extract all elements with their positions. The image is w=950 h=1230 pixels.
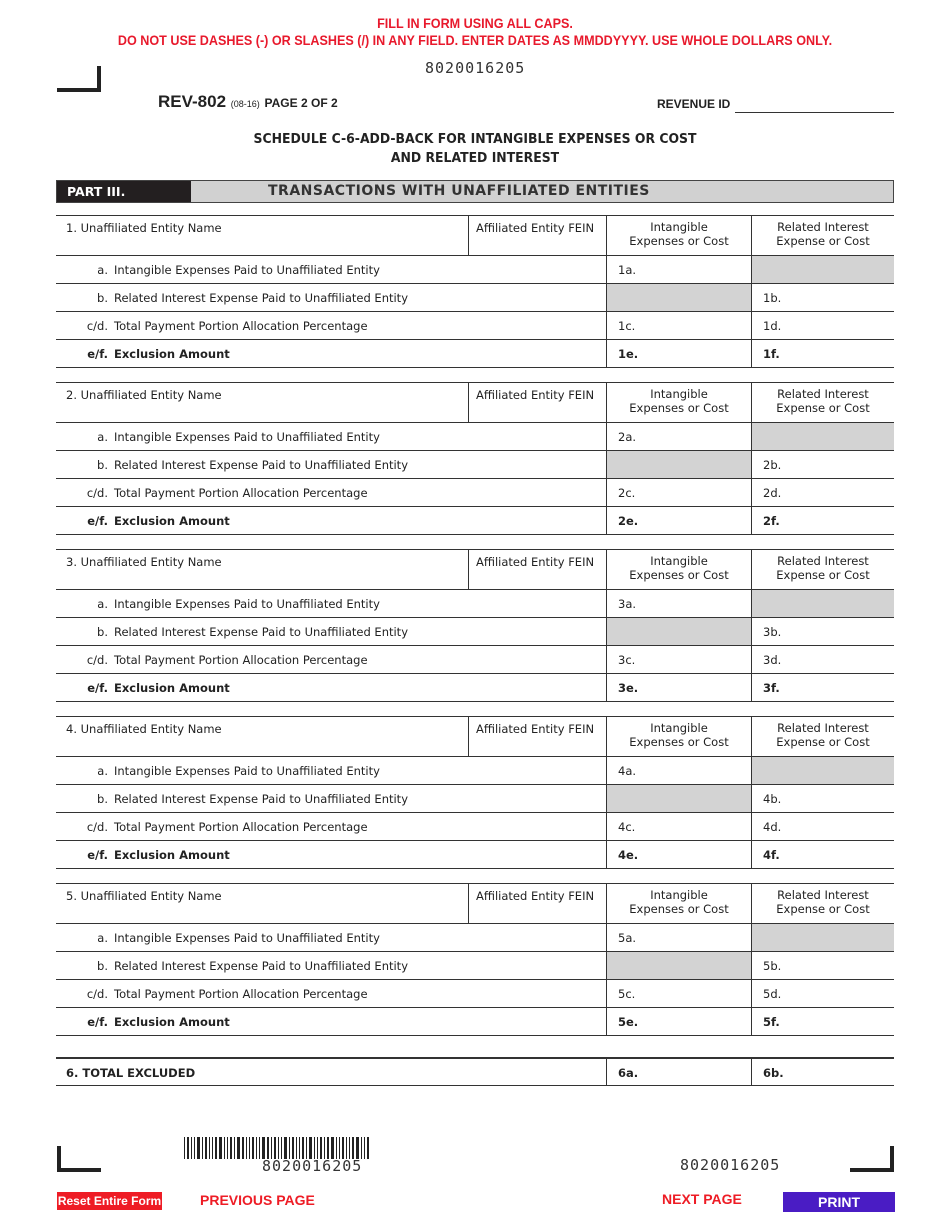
barcode-bar (267, 1137, 269, 1159)
barcode-bar (212, 1137, 213, 1159)
row-letter: c/d. (86, 319, 108, 333)
barcode-bar (202, 1137, 203, 1159)
col-related-l2: Expense or Cost (776, 234, 870, 248)
barcode-bar (324, 1137, 325, 1159)
entity-header-row (56, 382, 894, 423)
col-intangible-l2: Expenses or Cost (629, 568, 729, 582)
col-related-header (751, 383, 894, 422)
row-letter: a. (97, 430, 108, 444)
corner-mark-top-left (57, 66, 101, 92)
intangible-amount-field (606, 785, 751, 812)
part-label: PART III. (57, 181, 191, 202)
barcode-bar (320, 1137, 322, 1159)
barcode-bar (331, 1137, 334, 1159)
document-number-bottom: 8020016205 (680, 1156, 781, 1174)
entity-name-field[interactable]: 2. Unaffiliated Entity Name (56, 383, 469, 422)
row-text: Intangible Expenses Paid to Unaffiliated Entity (114, 263, 380, 277)
table-row (56, 256, 894, 284)
intangible-amount-field[interactable]: 2a. (606, 423, 751, 450)
row-description (56, 423, 606, 450)
entity-name-field[interactable]: 1. Unaffiliated Entity Name (56, 216, 469, 255)
barcode-bar (256, 1137, 257, 1159)
row-description (56, 674, 606, 701)
row-letter: a. (97, 597, 108, 611)
corner-mark-bottom-right (850, 1146, 894, 1172)
fein-field[interactable]: Affiliated Entity FEIN (476, 388, 595, 402)
intangible-amount-field[interactable]: 2e. (606, 507, 751, 534)
entity-block (56, 883, 894, 1036)
barcode-bar (314, 1137, 315, 1159)
instruction-format: DO NOT USE DASHES (-) OR SLASHES (/) IN ANY FIELD. ENTER DATES AS MMDDYYYY. USE WHOLE DOLLARS ONLY. (117, 32, 833, 48)
related-interest-amount-field[interactable]: 1d. (751, 312, 894, 339)
reset-form-button[interactable]: Reset Entire Form (57, 1194, 162, 1208)
document-number-barcode: 8020016205 (262, 1157, 363, 1175)
related-interest-amount-field[interactable]: 1b. (751, 284, 894, 311)
col-intangible-header (606, 383, 751, 422)
previous-page-button[interactable]: PREVIOUS PAGE (200, 1192, 315, 1208)
barcode-bar (215, 1137, 217, 1159)
barcode-bar (302, 1137, 304, 1159)
related-interest-amount-field[interactable]: 3f. (751, 674, 894, 701)
col-intangible-l1: Intangible (650, 721, 708, 735)
row-text: Related Interest Expense Paid to Unaffiliated Entity (114, 458, 408, 472)
row-letter: a. (97, 931, 108, 945)
row-letter: a. (97, 263, 108, 277)
row-description (56, 952, 606, 979)
corner-mark-bottom-left (57, 1146, 101, 1172)
intangible-amount-field[interactable]: 5e. (606, 1008, 751, 1035)
fein-field[interactable]: Affiliated Entity FEIN (476, 555, 595, 569)
row-text: Related Interest Expense Paid to Unaffiliated Entity (114, 792, 408, 806)
intangible-amount-field[interactable]: 5c. (606, 980, 751, 1007)
barcode-bar (349, 1137, 350, 1159)
barcode-bar (259, 1137, 260, 1159)
row-text: Total Payment Portion Allocation Percentage (114, 820, 368, 834)
col-intangible-l2: Expenses or Cost (629, 735, 729, 749)
barcode-bar (274, 1137, 276, 1159)
barcode-bar (237, 1137, 240, 1159)
page-indicator: PAGE 2 OF 2 (264, 96, 338, 110)
entity-name-field[interactable]: 5. Unaffiliated Entity Name (56, 884, 469, 923)
row-text: Related Interest Expense Paid to Unaffiliated Entity (114, 959, 408, 973)
row-letter: b. (97, 959, 108, 973)
intangible-amount-field[interactable]: 2c. (606, 479, 751, 506)
row-text: Intangible Expenses Paid to Unaffiliated Entity (114, 430, 380, 444)
barcode-bar (224, 1137, 225, 1159)
field-6a[interactable]: 6a. (606, 1059, 751, 1085)
row-text: Exclusion Amount (114, 848, 230, 862)
part-header (56, 180, 894, 203)
col-intangible-l2: Expenses or Cost (629, 401, 729, 415)
col-intangible-l1: Intangible (650, 387, 708, 401)
col-related-l1: Related Interest (777, 721, 869, 735)
col-intangible-header (606, 717, 751, 756)
barcode-bar (187, 1137, 189, 1159)
row-text: Total Payment Portion Allocation Percentage (114, 987, 368, 1001)
row-description (56, 785, 606, 812)
related-interest-amount-field[interactable]: 2b. (751, 451, 894, 478)
row-description (56, 1008, 606, 1035)
table-row (56, 841, 894, 869)
table-row (56, 757, 894, 785)
print-button[interactable]: PRINT (783, 1192, 895, 1212)
row-letter: b. (97, 625, 108, 639)
row-description (56, 451, 606, 478)
barcode-bar (289, 1137, 290, 1159)
barcode-bar (262, 1137, 265, 1159)
barcode-bar (227, 1137, 228, 1159)
col-related-header (751, 717, 894, 756)
row-description (56, 479, 606, 506)
intangible-amount-field[interactable]: 4a. (606, 757, 751, 784)
table-row (56, 590, 894, 618)
intangible-amount-field[interactable]: 3c. (606, 646, 751, 673)
table-row (56, 674, 894, 702)
related-interest-amount-field[interactable]: 2f. (751, 507, 894, 534)
intangible-amount-field (606, 618, 751, 645)
row-text: Intangible Expenses Paid to Unaffiliated Entity (114, 931, 380, 945)
related-interest-amount-field[interactable]: 2d. (751, 479, 894, 506)
row-description (56, 507, 606, 534)
col-intangible-header (606, 884, 751, 923)
row-text: Intangible Expenses Paid to Unaffiliated Entity (114, 597, 380, 611)
col-related-header (751, 884, 894, 923)
row-letter: c/d. (86, 820, 108, 834)
form-number: REV-802 (158, 92, 227, 111)
row-description (56, 284, 606, 311)
row-letter: c/d. (86, 653, 108, 667)
barcode-bar (209, 1137, 210, 1159)
table-row (56, 507, 894, 535)
entity-name-field[interactable]: 4. Unaffiliated Entity Name (56, 717, 469, 756)
entity-block (56, 716, 894, 869)
document-number-top: 8020016205 (425, 59, 526, 77)
barcode-bar (271, 1137, 272, 1159)
barcode-bar (242, 1137, 244, 1159)
barcode (184, 1137, 448, 1159)
table-row (56, 1008, 894, 1036)
row-letter: e/f. (87, 1015, 108, 1029)
row-letter: b. (97, 458, 108, 472)
row-description (56, 924, 606, 951)
intangible-amount-field (606, 952, 751, 979)
row-description (56, 841, 606, 868)
fein-field[interactable]: Affiliated Entity FEIN (476, 889, 595, 903)
row-description (56, 646, 606, 673)
barcode-bar (342, 1137, 344, 1159)
row-text: Related Interest Expense Paid to Unaffiliated Entity (114, 625, 408, 639)
barcode-bar (317, 1137, 318, 1159)
related-interest-amount-field (751, 590, 894, 617)
row-text: Exclusion Amount (114, 1015, 230, 1029)
row-text: Total Payment Portion Allocation Percentage (114, 486, 368, 500)
intangible-amount-field[interactable]: 4e. (606, 841, 751, 868)
row-letter: e/f. (87, 514, 108, 528)
table-row (56, 952, 894, 980)
table-row (56, 785, 894, 813)
related-interest-amount-field (751, 924, 894, 951)
row-letter: a. (97, 764, 108, 778)
field-6b[interactable]: 6b. (751, 1059, 894, 1085)
schedule-title (38, 130, 912, 168)
barcode-bar (278, 1137, 279, 1159)
col-intangible-l2: Expenses or Cost (629, 234, 729, 248)
row-letter: e/f. (87, 347, 108, 361)
row-text: Exclusion Amount (114, 347, 230, 361)
table-row (56, 813, 894, 841)
related-interest-amount-field[interactable]: 4b. (751, 785, 894, 812)
intangible-amount-field[interactable]: 5a. (606, 924, 751, 951)
form-id (158, 92, 338, 112)
intangible-amount-field[interactable]: 1e. (606, 340, 751, 367)
barcode-bar (252, 1137, 254, 1159)
row-description (56, 340, 606, 367)
barcode-bar (356, 1137, 359, 1159)
entity-header-row (56, 716, 894, 757)
related-interest-amount-field[interactable]: 5b. (751, 952, 894, 979)
table-row (56, 284, 894, 312)
intangible-amount-field[interactable]: 4c. (606, 813, 751, 840)
related-interest-amount-field[interactable]: 4f. (751, 841, 894, 868)
entity-block (56, 215, 894, 368)
barcode-bar (191, 1137, 192, 1159)
related-interest-amount-field[interactable]: 4d. (751, 813, 894, 840)
related-interest-amount-field[interactable]: 1f. (751, 340, 894, 367)
col-intangible-l1: Intangible (650, 888, 708, 902)
intangible-amount-field[interactable]: 1c. (606, 312, 751, 339)
col-intangible-l1: Intangible (650, 220, 708, 234)
next-page-button[interactable]: NEXT PAGE (662, 1191, 742, 1207)
related-interest-amount-field[interactable]: 5f. (751, 1008, 894, 1035)
barcode-bar (246, 1137, 247, 1159)
entity-block (56, 549, 894, 702)
entity-header-row (56, 549, 894, 590)
col-intangible-l2: Expenses or Cost (629, 902, 729, 916)
entity-header-row (56, 215, 894, 256)
row-letter: b. (97, 291, 108, 305)
table-row (56, 646, 894, 674)
row-text: Exclusion Amount (114, 681, 230, 695)
related-interest-amount-field (751, 256, 894, 283)
barcode-bar (336, 1137, 337, 1159)
entity-header-row (56, 883, 894, 924)
part-title: TRANSACTIONS WITH UNAFFILIATED ENTITIES (191, 181, 893, 202)
row-description (56, 618, 606, 645)
entity-block (56, 382, 894, 535)
schedule-title-line1: SCHEDULE C-6-ADD-BACK FOR INTANGIBLE EXPENSES OR COST (253, 131, 697, 147)
row-description (56, 590, 606, 617)
col-related-header (751, 550, 894, 589)
barcode-bar (352, 1137, 354, 1159)
row-description (56, 813, 606, 840)
col-intangible-l1: Intangible (650, 554, 708, 568)
row-description (56, 757, 606, 784)
table-row (56, 312, 894, 340)
row-text: Total Payment Portion Allocation Percentage (114, 653, 368, 667)
col-related-l2: Expense or Cost (776, 902, 870, 916)
row-description (56, 312, 606, 339)
row-letter: c/d. (86, 486, 108, 500)
table-row (56, 618, 894, 646)
row-text: Exclusion Amount (114, 514, 230, 528)
barcode-bar (299, 1137, 300, 1159)
barcode-bar (296, 1137, 297, 1159)
total-excluded-label: 6. TOTAL EXCLUDED (66, 1066, 196, 1080)
table-row (56, 340, 894, 368)
barcode-bar (284, 1137, 287, 1159)
col-related-l2: Expense or Cost (776, 735, 870, 749)
row-letter: e/f. (87, 681, 108, 695)
barcode-bar (327, 1137, 329, 1159)
related-interest-amount-field[interactable]: 3d. (751, 646, 894, 673)
barcode-bar (306, 1137, 307, 1159)
related-interest-amount-field[interactable]: 5d. (751, 980, 894, 1007)
entity-name-field[interactable]: 3. Unaffiliated Entity Name (56, 550, 469, 589)
barcode-bar (364, 1137, 365, 1159)
instruction-caps: FILL IN FORM USING ALL CAPS. (377, 15, 573, 31)
barcode-bar (361, 1137, 362, 1159)
barcode-bar (367, 1137, 369, 1159)
barcode-bar (184, 1137, 185, 1159)
row-letter: e/f. (87, 848, 108, 862)
total-excluded-row (56, 1057, 894, 1085)
barcode-bar (234, 1137, 235, 1159)
table-row (56, 423, 894, 451)
barcode-bar (205, 1137, 207, 1159)
row-description (56, 980, 606, 1007)
intangible-amount-field[interactable]: 1a. (606, 256, 751, 283)
col-related-l1: Related Interest (777, 888, 869, 902)
barcode-bar (194, 1137, 195, 1159)
barcode-bar (219, 1137, 222, 1159)
col-related-l1: Related Interest (777, 387, 869, 401)
fein-field[interactable]: Affiliated Entity FEIN (476, 221, 595, 235)
intangible-amount-field[interactable]: 3a. (606, 590, 751, 617)
related-interest-amount-field[interactable]: 3b. (751, 618, 894, 645)
col-related-header (751, 216, 894, 255)
col-related-l1: Related Interest (777, 220, 869, 234)
barcode-bar (281, 1137, 282, 1159)
related-interest-amount-field (751, 757, 894, 784)
revenue-id-field[interactable] (735, 112, 894, 113)
related-interest-amount-field (751, 423, 894, 450)
row-text: Intangible Expenses Paid to Unaffiliated Entity (114, 764, 380, 778)
intangible-amount-field (606, 284, 751, 311)
col-related-l2: Expense or Cost (776, 401, 870, 415)
schedule-title-line2: AND RELATED INTEREST (390, 150, 560, 166)
table-row (56, 451, 894, 479)
barcode-bar (339, 1137, 340, 1159)
row-text: Related Interest Expense Paid to Unaffiliated Entity (114, 291, 408, 305)
table-row (56, 980, 894, 1008)
form-version: (08-16) (230, 99, 260, 109)
barcode-bar (249, 1137, 250, 1159)
col-intangible-header (606, 216, 751, 255)
table-row (56, 479, 894, 507)
intangible-amount-field[interactable]: 3e. (606, 674, 751, 701)
revenue-id-label: REVENUE ID (657, 97, 731, 111)
col-intangible-header (606, 550, 751, 589)
barcode-bar (230, 1137, 232, 1159)
barcode-bar (309, 1137, 312, 1159)
intangible-amount-field (606, 451, 751, 478)
col-related-l1: Related Interest (777, 554, 869, 568)
barcode-bar (292, 1137, 294, 1159)
row-letter: b. (97, 792, 108, 806)
row-text: Total Payment Portion Allocation Percentage (114, 319, 368, 333)
table-row (56, 924, 894, 952)
barcode-bar (346, 1137, 347, 1159)
row-letter: c/d. (86, 987, 108, 1001)
row-description (56, 256, 606, 283)
fein-field[interactable]: Affiliated Entity FEIN (476, 722, 595, 736)
barcode-bar (197, 1137, 200, 1159)
col-related-l2: Expense or Cost (776, 568, 870, 582)
